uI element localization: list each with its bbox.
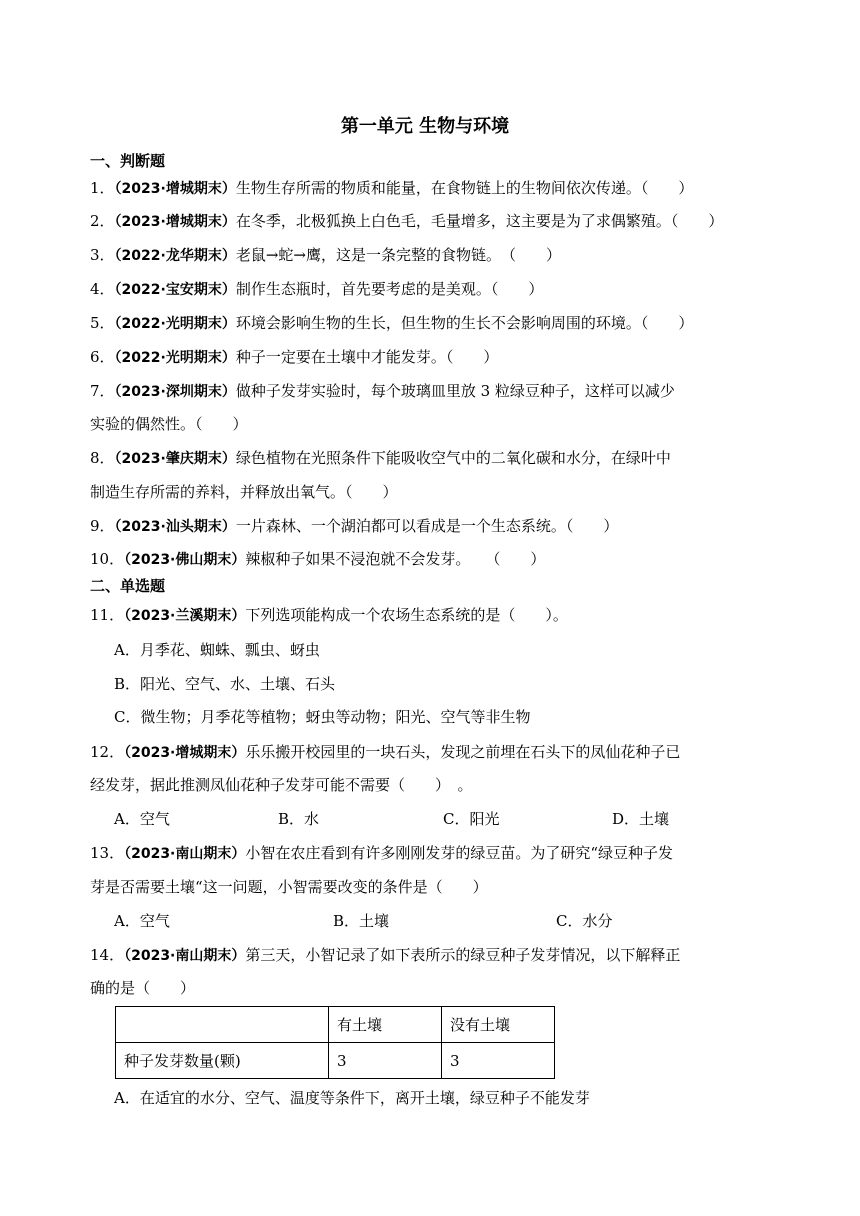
question-12	[90, 741, 770, 764]
question-text: 生物生存所需的物质和能量，在食物链上的生物间依次传递。（ ）	[235, 179, 694, 197]
question-source: （2023·佛山期末）	[124, 552, 246, 568]
table-cell-with-soil: 3	[329, 1043, 442, 1079]
question-number: 6．	[90, 348, 115, 366]
question-number: 8．	[90, 449, 115, 467]
question-number: 12．	[90, 743, 125, 761]
question-source: （2023·汕头期末）	[114, 519, 236, 535]
question-8-continued: 制造生存所需的养料，并释放出氧气。（ ）	[90, 483, 398, 501]
option-c: C．微生物；月季花等植物；蚜虫等动物；阳光、空气等非生物	[114, 708, 531, 726]
question-number: 1．	[90, 179, 115, 197]
question-number: 4．	[90, 280, 115, 298]
section-heading-single-choice: 二、单选题	[90, 577, 166, 595]
question-14	[90, 944, 770, 967]
question-5	[90, 312, 770, 335]
question-4	[90, 278, 770, 301]
option-a: A．空气	[114, 810, 170, 828]
table-cell-without-soil: 3	[442, 1043, 555, 1079]
question-number: 7．	[90, 382, 115, 400]
question-text: 乐乐搬开校园里的一块石头，发现之前埋在石头下的凤仙花种子已	[245, 743, 681, 761]
question-number: 9．	[90, 517, 115, 535]
question-text: 绿色植物在光照条件下能吸收空气中的二氧化碳和水分，在绿叶中	[235, 449, 671, 467]
question-11	[90, 604, 770, 627]
question-text: 小智在农庄看到有许多刚刚发芽的绿豆苗。为了研究“绿豆种子发	[245, 844, 674, 862]
question-source: （2023·增城期末）	[114, 214, 236, 230]
question-text: 做种子发芽实验时，每个玻璃皿里放 3 粒绿豆种子，这样可以减少	[235, 382, 675, 400]
table-row	[116, 1043, 555, 1079]
question-source: （2022·龙华期末）	[114, 248, 236, 264]
question-8	[90, 447, 770, 470]
question-source: （2023·兰溪期末）	[124, 608, 246, 624]
question-source: （2023·增城期末）	[114, 181, 236, 197]
option-a: A．空气	[114, 912, 170, 930]
question-number: 10．	[90, 550, 125, 568]
question-text: 一片森林、一个湖泊都可以看成是一个生态系统。（ ）	[235, 517, 619, 535]
question-text: 制作生态瓶时，首先要考虑的是美观。（ ）	[235, 280, 544, 298]
table-header-with-soil: 有土壤	[329, 1007, 442, 1043]
question-7	[90, 380, 770, 403]
question-number: 14．	[90, 946, 125, 964]
question-3	[90, 244, 770, 267]
question-source: （2022·宝安期末）	[114, 282, 236, 298]
question-9	[90, 515, 770, 538]
question-7-continued: 实验的偶然性。（ ）	[90, 415, 248, 433]
question-text: 环境会影响生物的生长，但生物的生长不会影响周围的环境。（ ）	[235, 314, 694, 332]
question-source: （2023·肇庆期末）	[114, 451, 236, 467]
question-14-continued: 确的是（ ）	[90, 979, 196, 997]
table-row-label: 种子发芽数量(颗)	[116, 1043, 329, 1079]
table-cell	[116, 1007, 329, 1043]
question-source: （2022·光明期末）	[114, 316, 236, 332]
question-text: 老鼠→蛇→鹰，这是一条完整的食物链。 （ ）	[235, 246, 561, 264]
question-number: 2．	[90, 212, 115, 230]
option-d: D．土壤	[612, 810, 670, 828]
question-1	[90, 177, 770, 200]
question-source: （2023·南山期末）	[124, 846, 246, 862]
question-number: 5．	[90, 314, 115, 332]
question-text: 下列选项能构成一个农场生态系统的是（ ）。	[245, 606, 568, 624]
question-text: 在冬季，北极狐换上白色毛，毛量增多，这主要是为了求偶繁殖。（ ）	[235, 212, 724, 230]
option-a: A．月季花、蜘蛛、瓢虫、蚜虫	[114, 641, 320, 659]
question-text: 种子一定要在土壤中才能发芽。（ ）	[235, 348, 499, 366]
question-10	[90, 548, 770, 571]
question-6	[90, 346, 770, 369]
table-header-without-soil: 没有土壤	[442, 1007, 555, 1043]
question-2	[90, 210, 770, 233]
section-heading-judgement: 一、判断题	[90, 152, 166, 170]
option-b: B．水	[278, 810, 320, 828]
question-13	[90, 842, 770, 865]
question-number: 11．	[90, 606, 125, 624]
option-b: B．土壤	[333, 912, 390, 930]
option-c: C．水分	[556, 912, 613, 930]
option-a: A．在适宜的水分、空气、温度等条件下，离开土壤，绿豆种子不能发芽	[114, 1089, 590, 1107]
question-source: （2022·光明期末）	[114, 350, 236, 366]
question-number: 13．	[90, 844, 125, 862]
option-c: C．阳光	[443, 810, 500, 828]
question-source: （2023·增城期末）	[124, 745, 246, 761]
question-text: 辣椒种子如果不浸泡就不会发芽。 （ ）	[245, 550, 546, 568]
question-13-continued: 芽是否需要土壤“这一问题，小智需要改变的条件是（ ）	[90, 878, 488, 896]
table-header-row	[116, 1007, 555, 1043]
page-title: 第一单元 生物与环境	[340, 116, 510, 137]
question-source: （2023·深圳期末）	[114, 384, 236, 400]
question-text: 第三天，小智记录了如下表所示的绿豆种子发芽情况，以下解释正	[245, 946, 681, 964]
germination-table	[115, 1006, 555, 1079]
option-b: B．阳光、空气、水、土壤、石头	[114, 675, 336, 693]
question-number: 3．	[90, 246, 115, 264]
question-source: （2023·南山期末）	[124, 948, 246, 964]
question-12-continued: 经发芽，据此推测凤仙花种子发芽可能不需要（ ） 。	[90, 776, 473, 794]
